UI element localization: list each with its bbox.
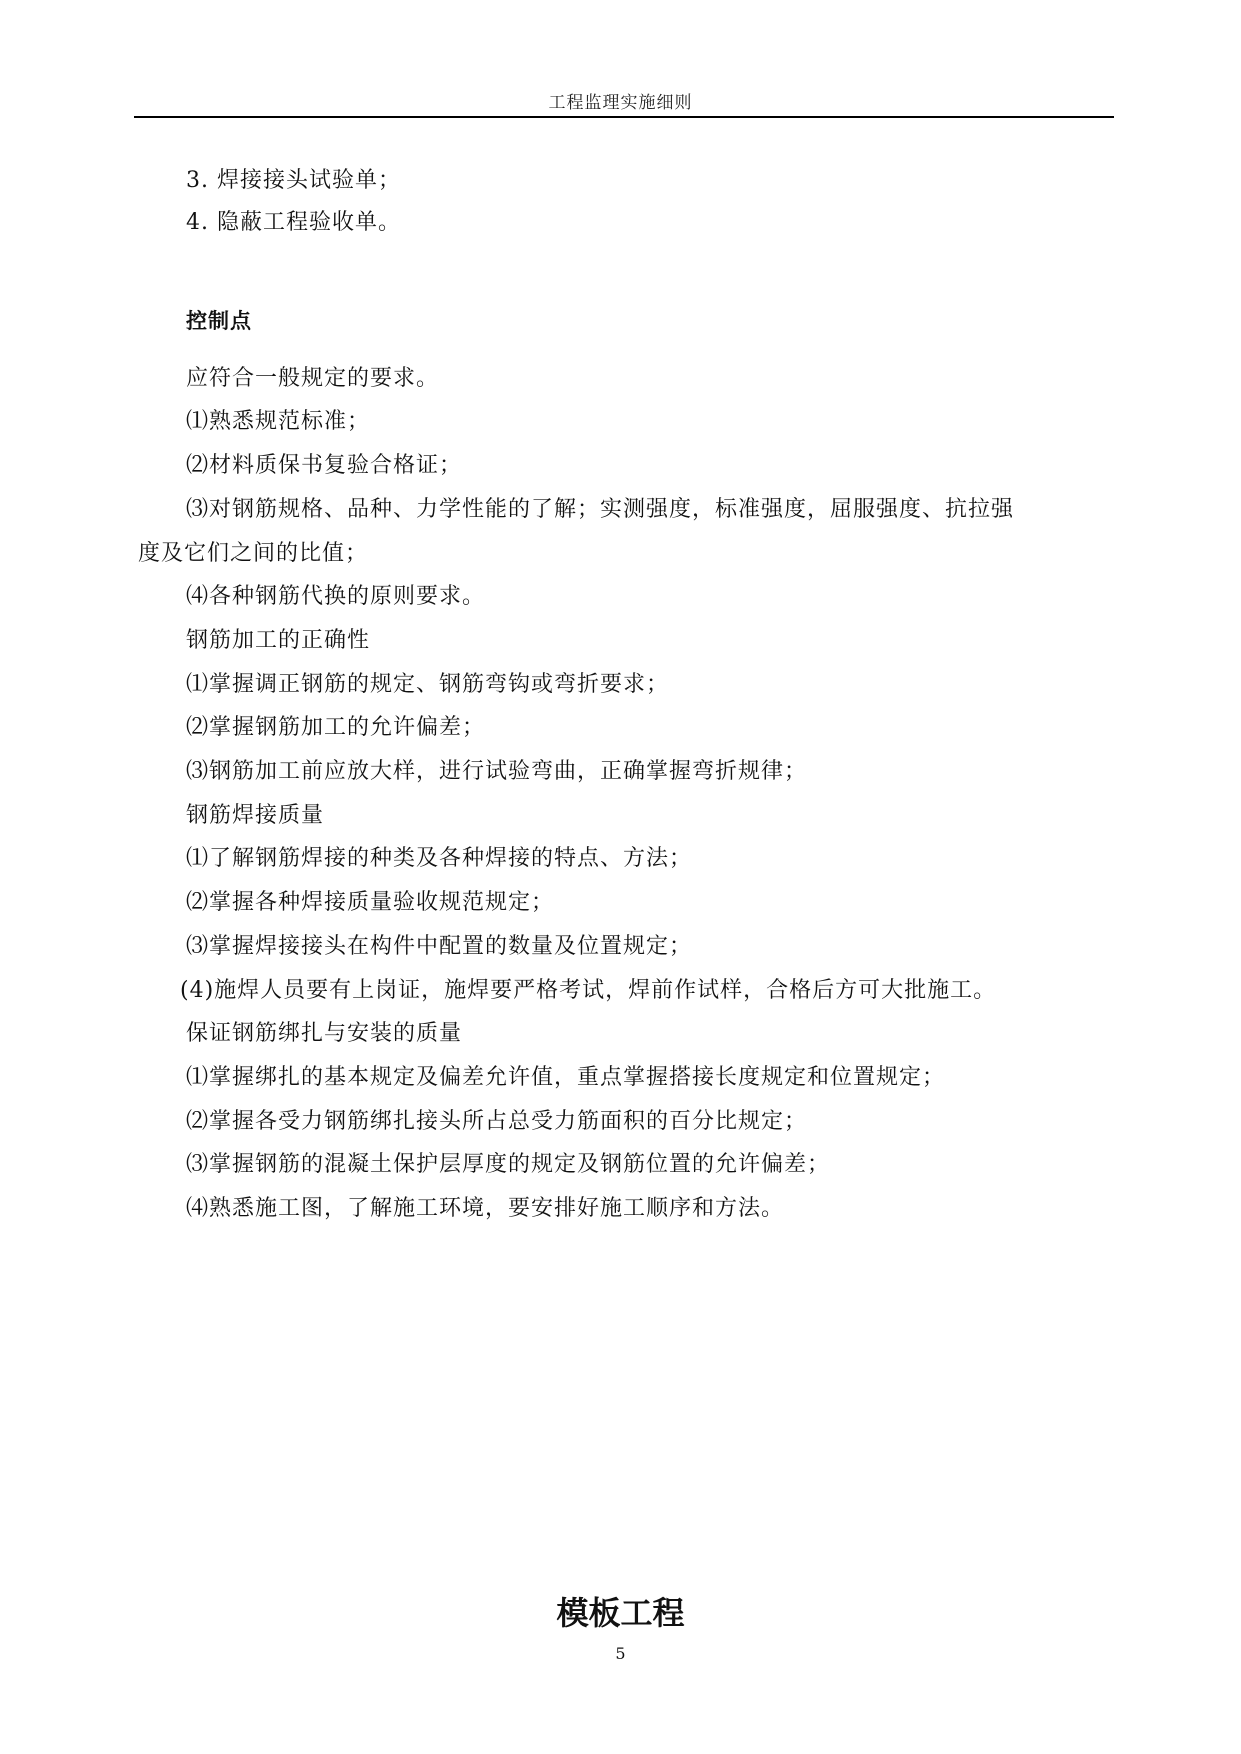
paragraph-line: 应符合一般规定的要求。 (186, 366, 440, 391)
running-header: 工程监理实施细则 (548, 93, 693, 113)
page-number: 5 (615, 1644, 626, 1663)
list-item: ⑴掌握调正钢筋的规定、钢筋弯钩或弯折要求； (186, 672, 670, 697)
list-item-continuation: 度及它们之间的比值； (138, 541, 369, 566)
list-item: ⑷各种钢筋代换的原则要求。 (186, 584, 486, 609)
list-item: ⑷熟悉施工图，了解施工环境，要安排好施工顺序和方法。 (186, 1196, 785, 1221)
list-item: ⑶掌握焊接接头在构件中配置的数量及位置规定； (186, 934, 693, 959)
list-item: 3. 焊接接头试验单； (186, 168, 401, 193)
subheading: 钢筋焊接质量 (186, 803, 325, 828)
subheading: 钢筋加工的正确性 (186, 628, 371, 653)
list-item: ⑵材料质保书复验合格证； (186, 453, 463, 478)
list-item: ⑵掌握钢筋加工的允许偏差； (186, 715, 486, 740)
list-item: ⑶掌握钢筋的混凝土保护层厚度的规定及钢筋位置的允许偏差； (186, 1152, 831, 1177)
list-item: ⑶对钢筋规格、品种、力学性能的了解；实测强度，标准强度，屈服强度、抗拉强 (186, 497, 1015, 522)
list-item: ⑶钢筋加工前应放大样，进行试验弯曲，正确掌握弯折规律； (186, 759, 808, 784)
list-item: ⑴了解钢筋焊接的种类及各种焊接的特点、方法； (186, 846, 693, 871)
section-title: 模板工程 (556, 1594, 685, 1632)
list-item: 4. 隐蔽工程验收单。 (186, 210, 401, 235)
subheading: 保证钢筋绑扎与安装的质量 (186, 1021, 463, 1046)
header-rule (134, 116, 1114, 118)
list-item: ⑵掌握各受力钢筋绑扎接头所占总受力筋面积的百分比规定； (186, 1109, 808, 1134)
list-item: (4)施焊人员要有上岗证，施焊要严格考试，焊前作试样，合格后方可大批施工。 (180, 978, 997, 1003)
list-item: ⑴掌握绑扎的基本规定及偏差允许值，重点掌握搭接长度规定和位置规定； (186, 1065, 946, 1090)
subsection-heading: 控制点 (186, 309, 252, 333)
list-item: ⑵掌握各种焊接质量验收规范规定； (186, 890, 555, 915)
list-item: ⑴熟悉规范标准； (186, 409, 371, 434)
